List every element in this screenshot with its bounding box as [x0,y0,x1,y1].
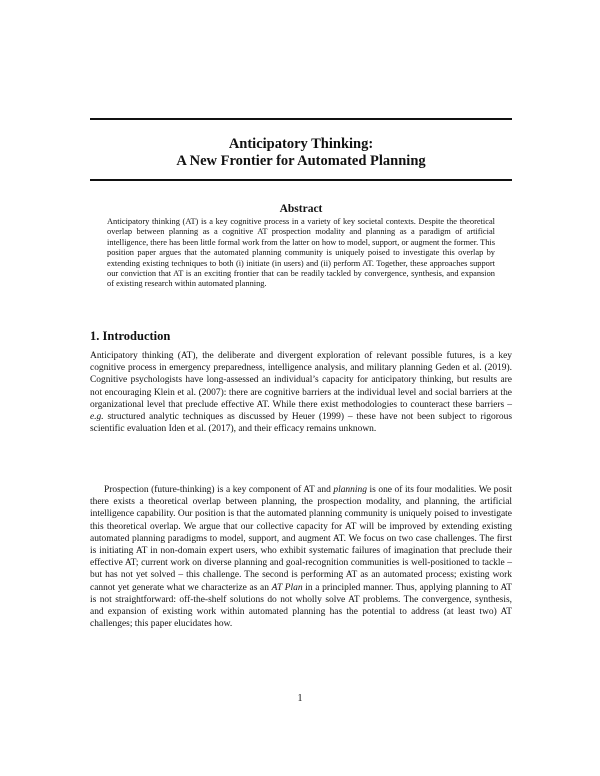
para1-text-a: Anticipatory thinking (AT), the deliberate and divergent exploration of relevant possible futures, is a key cognitive process in emergency preparedness, intelligence analysis, and military planning Geden et al. (2019). Cognitive psychologists have long-assessed an individual’s capacity for anticipatory thinking, but results are not encouraging Klein et al. (2007): there are cognitive barriers at the individual level and social barriers at the organizational level that preclude effective AT. While there exist methodologies to counteract these barriers – [90,351,512,410]
para2-emphasis-at-plan: AT Plan [271,582,303,593]
title-line-2: A New Frontier for Automated Planning [176,153,426,169]
para1-text-b: structured analytic techniques as discussed by Heuer (1999) – these have not been subject to rigorous scientific evaluation Iden et al. (2017), and their efficacy remains unknown. [90,412,512,435]
page-number: 1 [297,693,303,704]
paper-title [90,136,512,170]
para1-emphasis-eg: e.g. [90,412,104,423]
introduction-paragraph-2 [90,484,512,630]
para2-text-a: Prospection (future-thinking) is a key component of AT and [104,485,334,495]
introduction-paragraph-1 [90,350,512,435]
top-rule [90,118,512,120]
section-heading-introduction: 1. Introduction [90,329,171,343]
para2-text-c: in a principled manner. Thus, applying planning to AT is not straightforward: off-the-shelf solutions do not wholly solve AT problems. The convergence, synthesis, and expansion of existing work within automated planning has the potential to address (at least two) AT challenges; this paper elucidates how. [90,582,512,630]
abstract-heading: Abstract [279,203,323,215]
title-line-1: Anticipatory Thinking: [228,136,374,152]
para2-text-b: is one of its four modalities. We posit there exists a theoretical overlap between planning, the prospection modality, and planning, the artificial intelligence capability. Our position is that the automated planning community is uniquely poised to investigate this theoretical overlap. We argue that our collective capacity for AT will be improved by extending existing automated planning paradigms to model, support, and augment AT. We focus on two case challenges. The first is initiating AT in non-domain expert users, who exhibit systematic failures of imagination that preclude their effective AT; current work on diverse planning and goal-recognition communities is well-positioned to tackle – but has not yet solved – this challenge. The second is performing AT as an automated process; existing work cannot yet generate what we characterize as an [90,485,513,593]
abstract-text: Anticipatory thinking (AT) is a key cognitive process in a variety of key societal contexts. Despite the theoretical overlap between planning as a cognitive AT prospection modality and planning as a paradigm of artificial intelligence, there has been little formal work from the latter on how to model, support, or augment the former. This position paper argues that the automated planning community is uniquely poised to investigate this overlap by extending existing techniques to both (i) initiate (in users) and (ii) perform AT. Together, these approaches support our conviction that AT is an exciting frontier that can be readily tackled by convergence, synthesis, and expansion of existing research within automated planning. [107,217,496,289]
bottom-title-rule [90,179,512,181]
para2-emphasis-planning: planning [333,485,367,495]
